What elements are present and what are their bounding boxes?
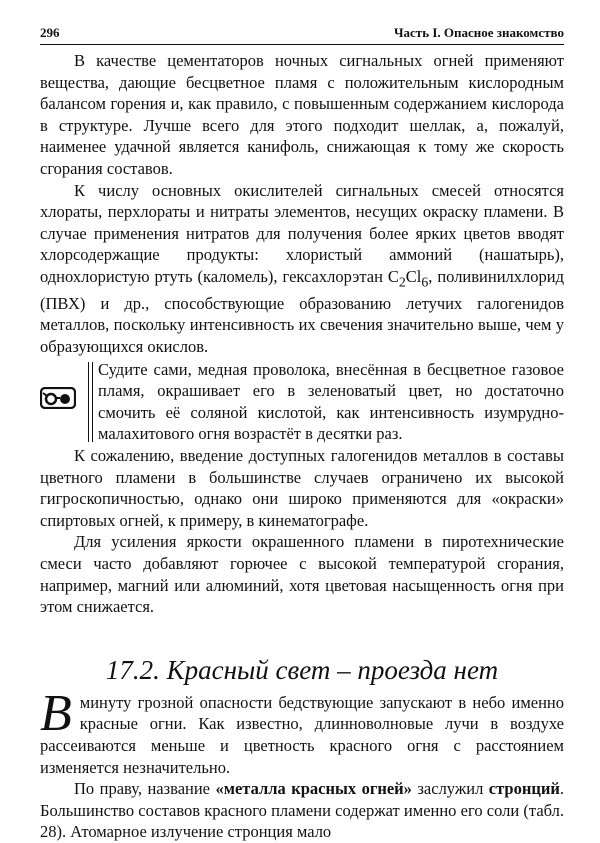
paragraph-red-lights: минуту грозной опасности бедствующие запускают в небо именно красные огни. Как известно, длинноволновые лучи в воздухе рассеиваются меньше и цветность красного огня с расстоянием изменяется незначительно. (40, 692, 564, 777)
sidebar-note (40, 359, 564, 445)
dropcap-paragraph (40, 684, 564, 778)
formula-c: C (387, 266, 399, 286)
formula-cl-subscript: 6 (421, 274, 429, 290)
page-header (40, 25, 564, 45)
section-heading: 17.2. Красный свет – проезда нет (105, 654, 499, 685)
running-section-title: Часть I. Опасное знакомство (394, 25, 564, 40)
paragraph-oxidizers-text-b: , поливинилхлорид (ПВХ) и др., способствующие образованию летучих галогенидов металлов, поскольку интенсивность их свечения значительно выше, чем у образующихся окислов. (40, 266, 564, 357)
paragraph-halides: К сожалению, введение доступных галогенидов металлов в составы цветного пламени в большинстве случаев ограничено их высокой гигроскопичностью, однако они широко применяются для «окраски» спиртовых огней, к примеру, в кинематографе. (40, 445, 564, 530)
paragraph-strontium (40, 778, 564, 843)
strontium-text-a: По праву, название (74, 779, 216, 799)
strontium-text-c: . Большинство составов красного пламени содержат именно его соли (табл. 28). Атомарное излучение стронция мало (40, 779, 564, 842)
note-text: Судите сами, медная проволока, внесённая в бесцветное газовое пламя, окрашивает его в зеленоватый цвет, но достаточно смочить её соляной кислотой, как интенсивность изумрудно-малахитового огня возрастёт в десятки раз. (98, 359, 564, 444)
strontium-bold-word: стронций (488, 779, 560, 799)
paragraph-brightness: Для усиления яркости окрашенного пламени в пиротехнические смеси часто добавляют горючее с высокой температурой сгорания, например, магний или алюминий, хотя цветовая насыщенность огня при этом снижается. (40, 532, 564, 617)
page-content (40, 50, 564, 843)
formula-c-subscript: 2 (398, 274, 406, 290)
strontium-bold-phrase: «металла красных огней» (215, 779, 412, 799)
formula-hexachloroethane (387, 266, 429, 290)
strontium-text-b: заслужил (411, 779, 489, 799)
drop-cap: В (40, 684, 72, 742)
paragraph-oxidizers (40, 180, 564, 358)
page-number: 296 (40, 25, 60, 40)
note-bar (88, 362, 93, 442)
paragraph-oxidizers-text-a: К числу основных окислителей сигнальных смесей относятся хлораты, перхлораты и нитраты элементов, несущих окраску пламени. В случае применения нитратов для получения более ярких цветов вводят хлорсодержащие продукты: хлористый аммоний (нашатырь), однохлористую ртуть (каломель), гексахлорэтан (40, 180, 564, 286)
paragraph-cementators: В качестве цементаторов ночных сигнальных огней применяют вещества, дающие бесцветное пламя с положительным кислородным балансом горения и, как правило, с повышенным содержанием кислорода в структуре. Лучше всего для этого подходит шеллак, а, пожалуй, наименее удачной является канифоль, снижающая к тому же скорость сгорания составов. (40, 51, 564, 178)
eyeglasses-icon (40, 387, 76, 409)
formula-cl: Cl (405, 266, 422, 286)
